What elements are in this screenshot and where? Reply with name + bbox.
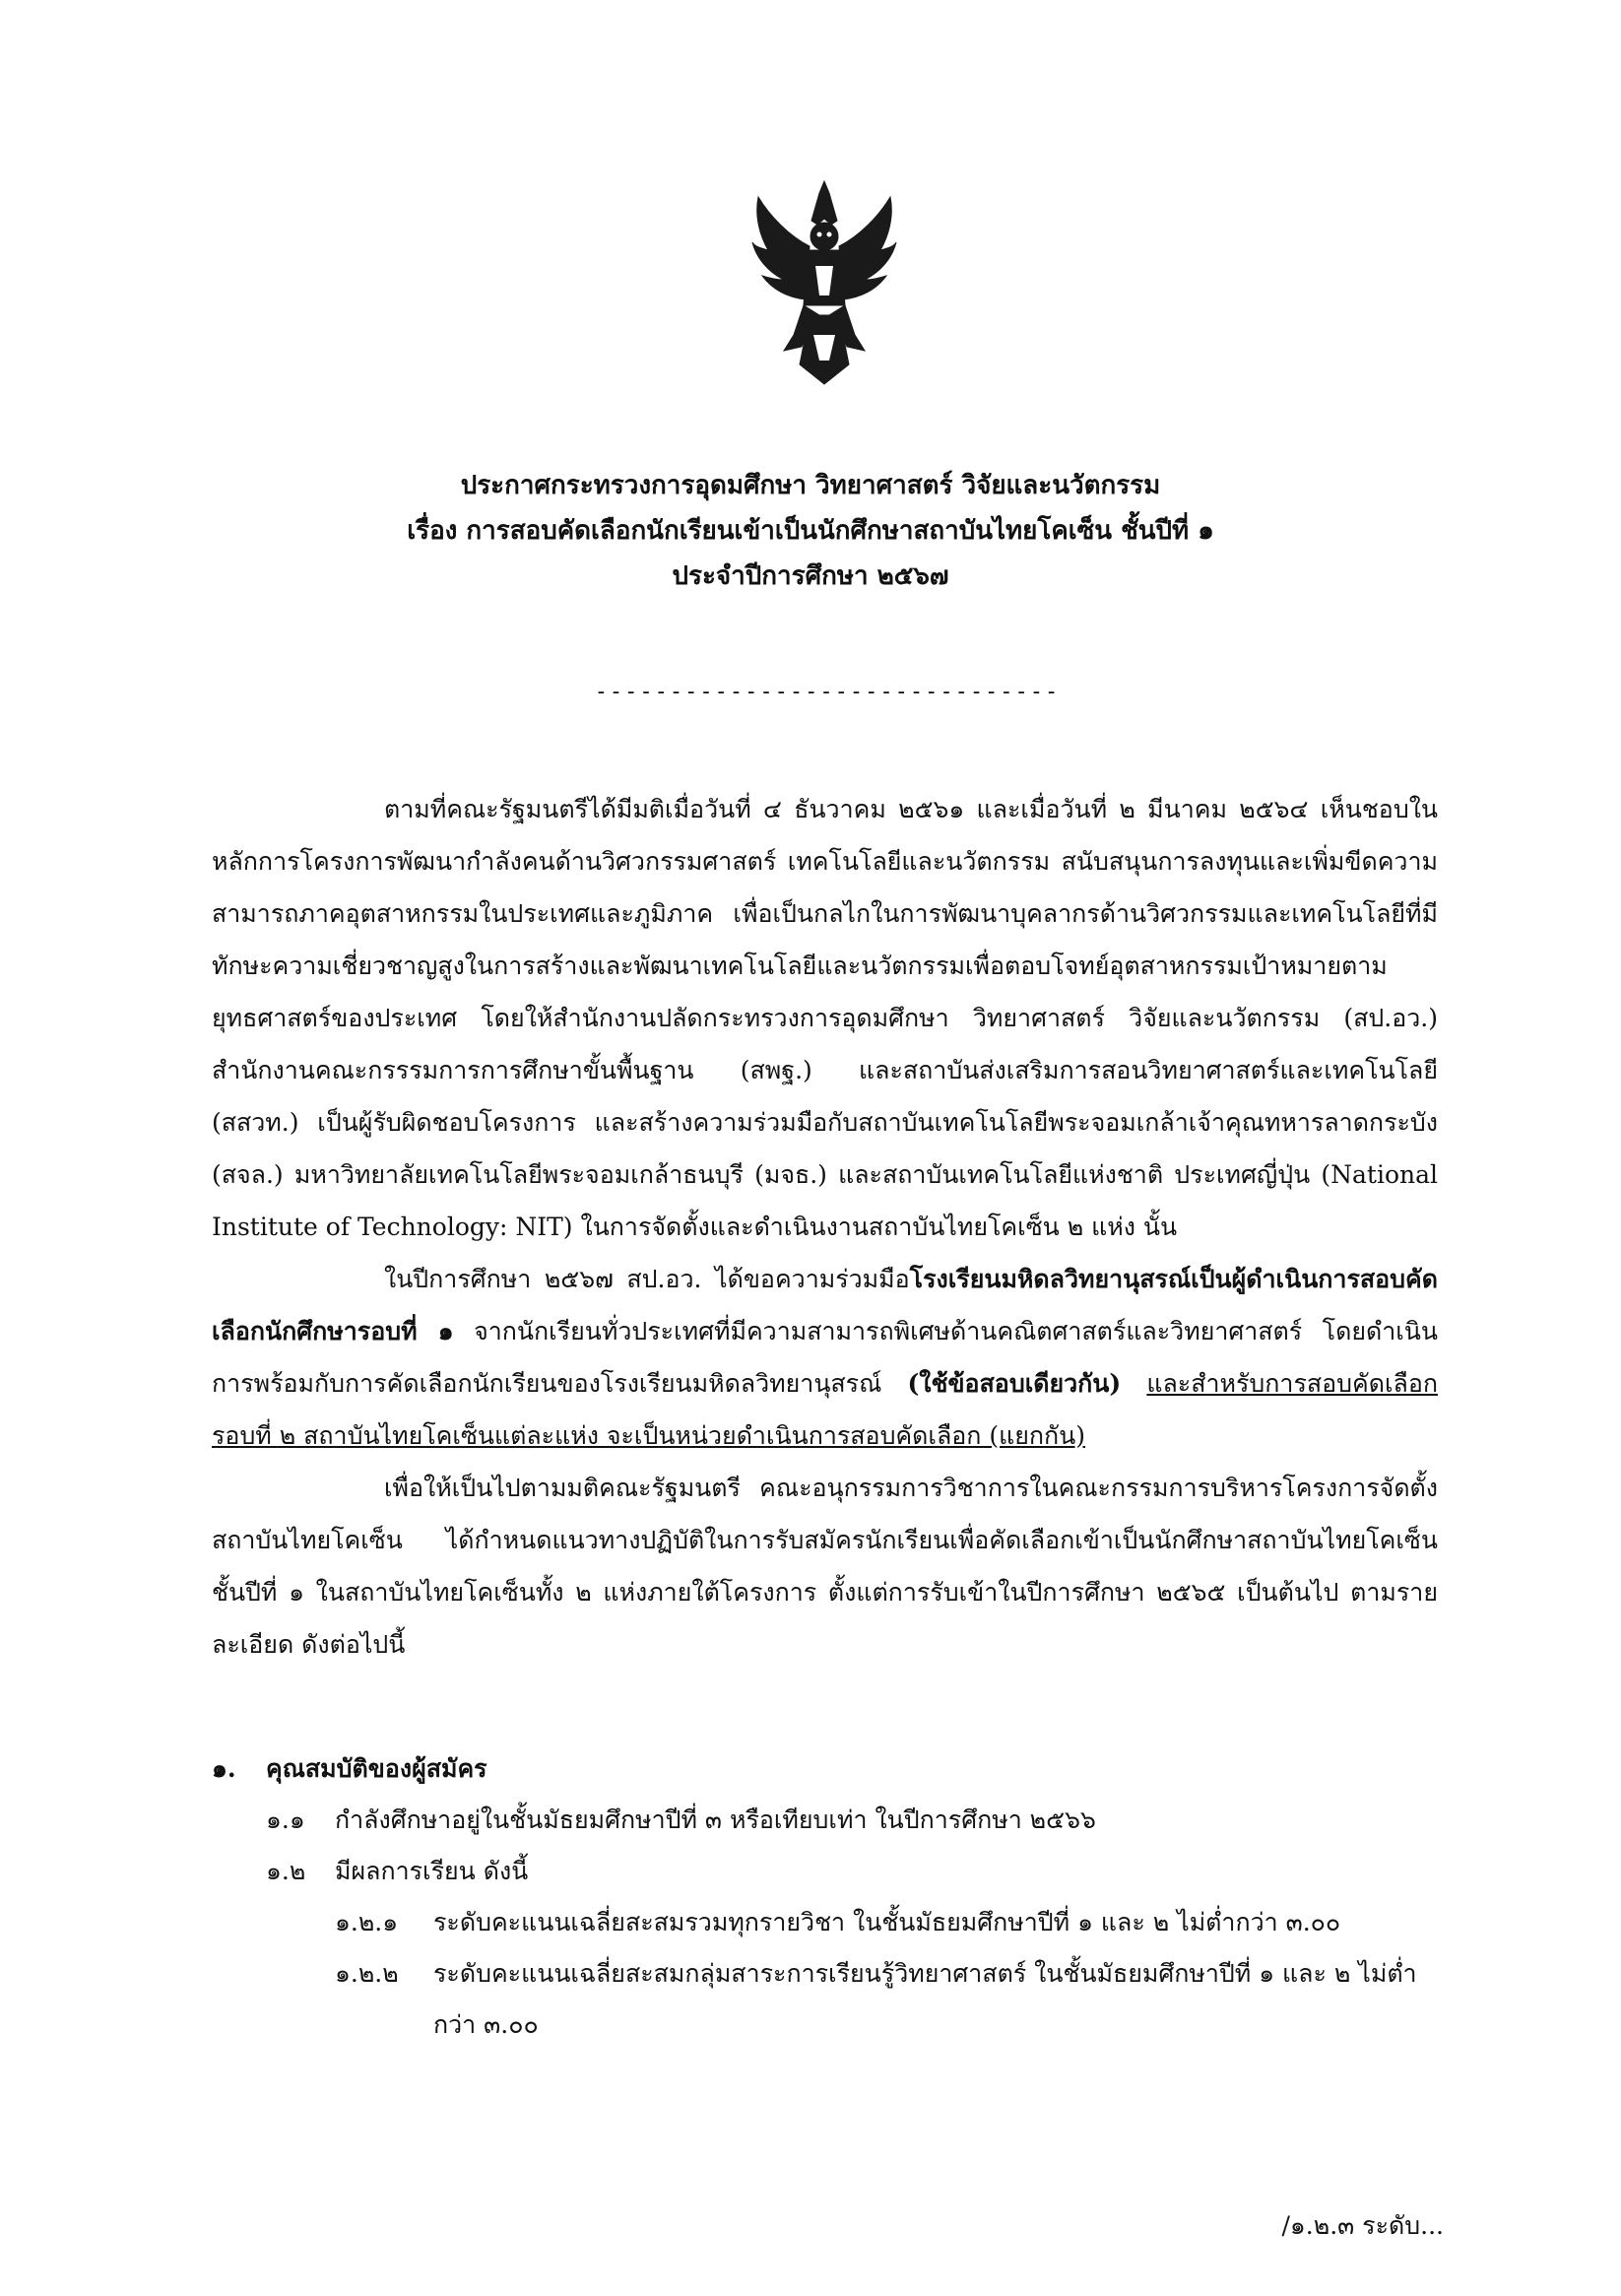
criterion-number: ๑.๒.๒	[335, 1959, 399, 1988]
p2-bold-b: โรงเรียนมหิดลวิทยานุสรณ์เป็นผู้ดำเนินการสอบคัดเลือกนักศึกษารอบที่ ๑	[212, 1265, 1438, 1345]
criterion-1-2-2	[212, 1948, 1438, 2051]
criterion-1-2-1	[212, 1897, 1438, 1948]
paragraph-2	[212, 1253, 1438, 1462]
criterion-text: กำลังศึกษาอยู่ในชั้นมัธยมศึกษาปีที่ ๓ หรือเทียบเท่า ในปีการศึกษา ๒๕๖๖	[335, 1805, 1096, 1834]
criterion-text: ระดับคะแนนเฉลี่ยสะสมรวมทุกรายวิชา ในชั้นมัธยมศึกษาปีที่ ๑ และ ๒ ไม่ต่ำกว่า ๓.๐๐	[433, 1908, 1341, 1936]
p2-text-a: ในปีการศึกษา ๒๕๖๗ สป.อว. ได้ขอความร่วมมือ	[384, 1265, 910, 1293]
p2-bold-d: (ใช้ข้อสอบเดียวกัน)	[907, 1369, 1122, 1398]
criteria-section	[212, 1743, 1438, 2051]
announcement-body	[212, 783, 1438, 1671]
title-line-3: ประจำปีการศึกษา ๒๕๖๗	[672, 561, 949, 591]
criterion-text: มีผลการเรียน ดังนี้	[335, 1857, 529, 1885]
section-title: คุณสมบัติของผู้สมัคร	[266, 1754, 487, 1783]
paragraph-3: เพื่อให้เป็นไปตามมติคณะรัฐมนตรี คณะอนุกรรมการวิชาการในคณะกรรมการบริหารโครงการจัดตั้งสถาบันไทยโคเซ็น ได้กำหนดแนวทางปฏิบัติในการรับสมัครนักเรียนเพื่อคัดเลือกเข้าเป็นนักศึกษาสถาบันไทยโคเซ็น ชั้นปีที่ ๑ ในสถาบันไทยโคเซ็นทั้ง ๒ แห่งภายใต้โครงการ ตั้งแต่การรับเข้าในปีการศึกษา ๒๕๖๕ เป็นต้นไป ตามรายละเอียด ดังต่อไปนี้	[212, 1474, 1438, 1659]
criterion-number: ๑.๑	[266, 1805, 305, 1834]
dashed-divider: -------------------------------	[594, 680, 1061, 704]
criterion-number: ๑.๒.๑	[335, 1908, 399, 1936]
p2-text-c: จากนักเรียนทั่วประเทศที่มีความสามารถพิเศษด้านคณิตศาสตร์และวิทยาศาสตร์ โดยดำเนินการพร้อมกับการคัดเลือกนักเรียนของโรงเรียนมหิดลวิทยานุสรณ์	[212, 1317, 1438, 1398]
criterion-1-2	[212, 1846, 1438, 1897]
section-number: ๑.	[212, 1754, 236, 1783]
section-1-heading	[212, 1743, 1438, 1795]
page-continuation: /๑.๒.๓ ระดับ...	[1281, 2211, 1444, 2240]
garuda-emblem-icon	[750, 177, 898, 388]
p2-space	[1121, 1369, 1146, 1398]
paragraph-1: ตามที่คณะรัฐมนตรีได้มีมติเมื่อวันที่ ๔ ธันวาคม ๒๕๖๑ และเมื่อวันที่ ๒ มีนาคม ๒๕๖๔ เห็นชอบในหลักการโครงการพัฒนากำลังคนด้านวิศวกรรมศาสตร์ เทคโนโลยีและนวัตกรรม สนับสนุนการลงทุนและเพิ่มขีดความสามารถภาคอุตสาหกรรมในประเทศและภูมิภาค เพื่อเป็นกลไกในการพัฒนาบุคลากรด้านวิศวกรรมและเทคโนโลยีที่มีทักษะความเชี่ยวชาญสูงในการสร้างและพัฒนาเทคโนโลยีและนวัตกรรมเพื่อตอบโจทย์อุตสาหกรรมเป้าหมายตามยุทธศาสตร์ของประเทศ โดยให้สำนักงานปลัดกระทรวงการอุดมศึกษา วิทยาศาสตร์ วิจัยและนวัตกรรม (สป.อว.) สำนักงานคณะกรรรมการการศึกษาขั้นพื้นฐาน (สพฐ.) และสถาบันส่งเสริมการสอนวิทยาศาสตร์และเทคโนโลยี (สสวท.) เป็นผู้รับผิดชอบโครงการ และสร้างความร่วมมือกับสถาบันเทคโนโลยีพระจอมเกล้าเจ้าคุณทหารลาดกระบัง (สจล.) มหาวิทยาลัยเทคโนโลยีพระจอมเกล้าธนบุรี (มจธ.) และสถาบันเทคโนโลยีแห่งชาติ ประเทศญี่ปุ่น (National Institute of Technology: NIT) ในการจัดตั้งและดำเนินงานสถาบันไทยโคเซ็น ๒ แห่ง นั้น	[212, 795, 1438, 1241]
title-line-2: เรื่อง การสอบคัดเลือกนักเรียนเข้าเป็นนักศึกษาสถาบันไทยโคเซ็น ชั้นปีที่ ๑	[407, 516, 1214, 546]
p2-underline-f: และสำหรับการสอบคัดเลือกรอบที่ ๒ สถาบันไทยโคเซ็นแต่ละแห่ง จะเป็นหน่วยดำเนินการสอบคัดเลือก (แยกกัน)	[212, 1369, 1439, 1450]
announcement-heading	[0, 463, 1621, 599]
criterion-1-1	[212, 1795, 1438, 1846]
title-line-1: ประกาศกระทรวงการอุดมศึกษา วิทยาศาสตร์ วิจัยและนวัตกรรม	[460, 471, 1161, 500]
criterion-text: ระดับคะแนนเฉลี่ยสะสมกลุ่มสาระการเรียนรู้วิทยาศาสตร์ ในชั้นมัธยมศึกษาปีที่ ๑ และ ๒ ไม่ต่ำกว่า ๓.๐๐	[433, 1959, 1417, 2039]
criterion-number: ๑.๒	[266, 1857, 306, 1885]
